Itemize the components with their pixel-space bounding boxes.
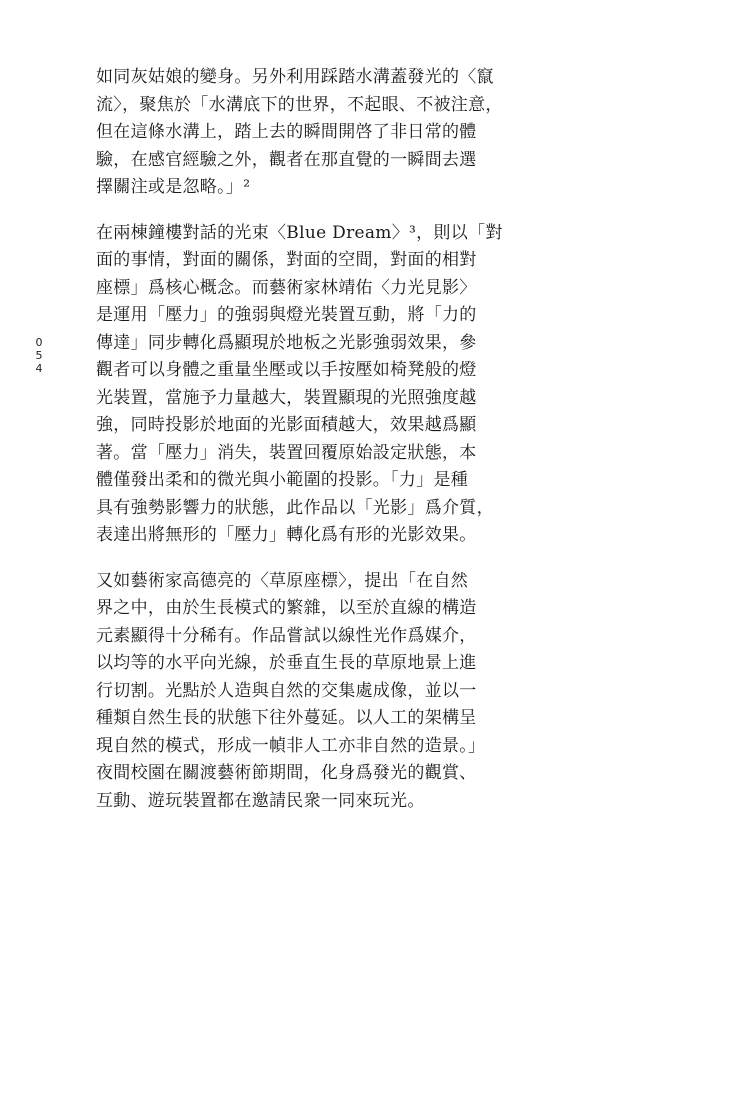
text-line: 觀者可以身體之重量坐壓或以手按壓如椅凳般的燈 [96,360,477,380]
body-text [96,64,503,833]
text-line: 互動、遊玩裝置都在邀請民衆一同來玩光。 [96,790,425,811]
text-line: 但在這條水溝上，踏上去的瞬間開啓了非日常的體 [96,122,477,142]
page-number-digit: 5 [35,349,43,362]
paragraph-2 [96,220,503,550]
text-line: 又如藝術家高德亮的〈草原座標〉，提出「在自然 [96,570,469,591]
text-line: 現自然的模式，形成一幀非人工亦非自然的造景。」 [96,735,486,756]
page-number-digit: 4 [35,362,43,375]
text-line: 面的事情，對面的關係，對面的空間，對面的相對 [96,250,477,270]
text-line: 擇關注或是忽略。」² [96,177,251,197]
text-line: 表達出將無形的「壓力」轉化爲有形的光影效果。 [96,525,477,545]
paragraph-1 [96,64,503,202]
text-line: 以均等的水平向光線，於垂直生長的草原地景上進 [96,653,477,673]
text-line: 著。當「壓力」消失，裝置回覆原始設定狀態，本 [96,442,477,463]
text-line: 流〉，聚焦於「水溝底下的世界，不起眼、不被注意， [96,94,503,115]
text-line: 座標」爲核心概念。而藝術家林靖佑〈力光見影〉 [96,277,477,298]
text-line: 種類自然生長的狀態下往外蔓延。以人工的架構呈 [96,708,477,728]
text-line: 是運用「壓力」的強弱與燈光裝置互動，將「力的 [96,305,477,325]
text-line: 在兩棟鐘樓對話的光束〈Blue Dream〉³，則以「對 [96,222,503,243]
text-line: 元素顯得十分稀有。作品嘗試以線性光作爲媒介， [96,625,477,646]
text-line: 如同灰姑娘的變身。另外利用踩踏水溝蓋發光的〈竄 [96,67,494,87]
text-line: 夜間校園在關渡藝術節期間，化身爲發光的觀賞、 [96,763,477,783]
text-line: 界之中，由於生長模式的繁雜，以至於直線的構造 [96,598,477,618]
page-number-digit: 0 [35,336,43,349]
text-line: 驗，在感官經驗之外，觀者在那直覺的一瞬間去選 [96,149,477,170]
paragraph-3 [96,568,486,816]
text-line: 具有強勢影響力的狀態，此作品以「光影」爲介質， [96,497,494,518]
text-line: 強，同時投影於地面的光影面積越大，效果越爲顯 [96,415,477,435]
text-line: 體僅發出柔和的微光與小範圍的投影。「力」是種 [96,470,469,490]
page-number [32,336,46,375]
text-line: 傳達」同步轉化爲顯現於地板之光影強弱效果，參 [96,332,477,353]
text-line: 行切割。光點於人造與自然的交集處成像，並以一 [96,680,477,701]
text-line: 光裝置，當施予力量越大，裝置顯現的光照強度越 [96,387,477,408]
